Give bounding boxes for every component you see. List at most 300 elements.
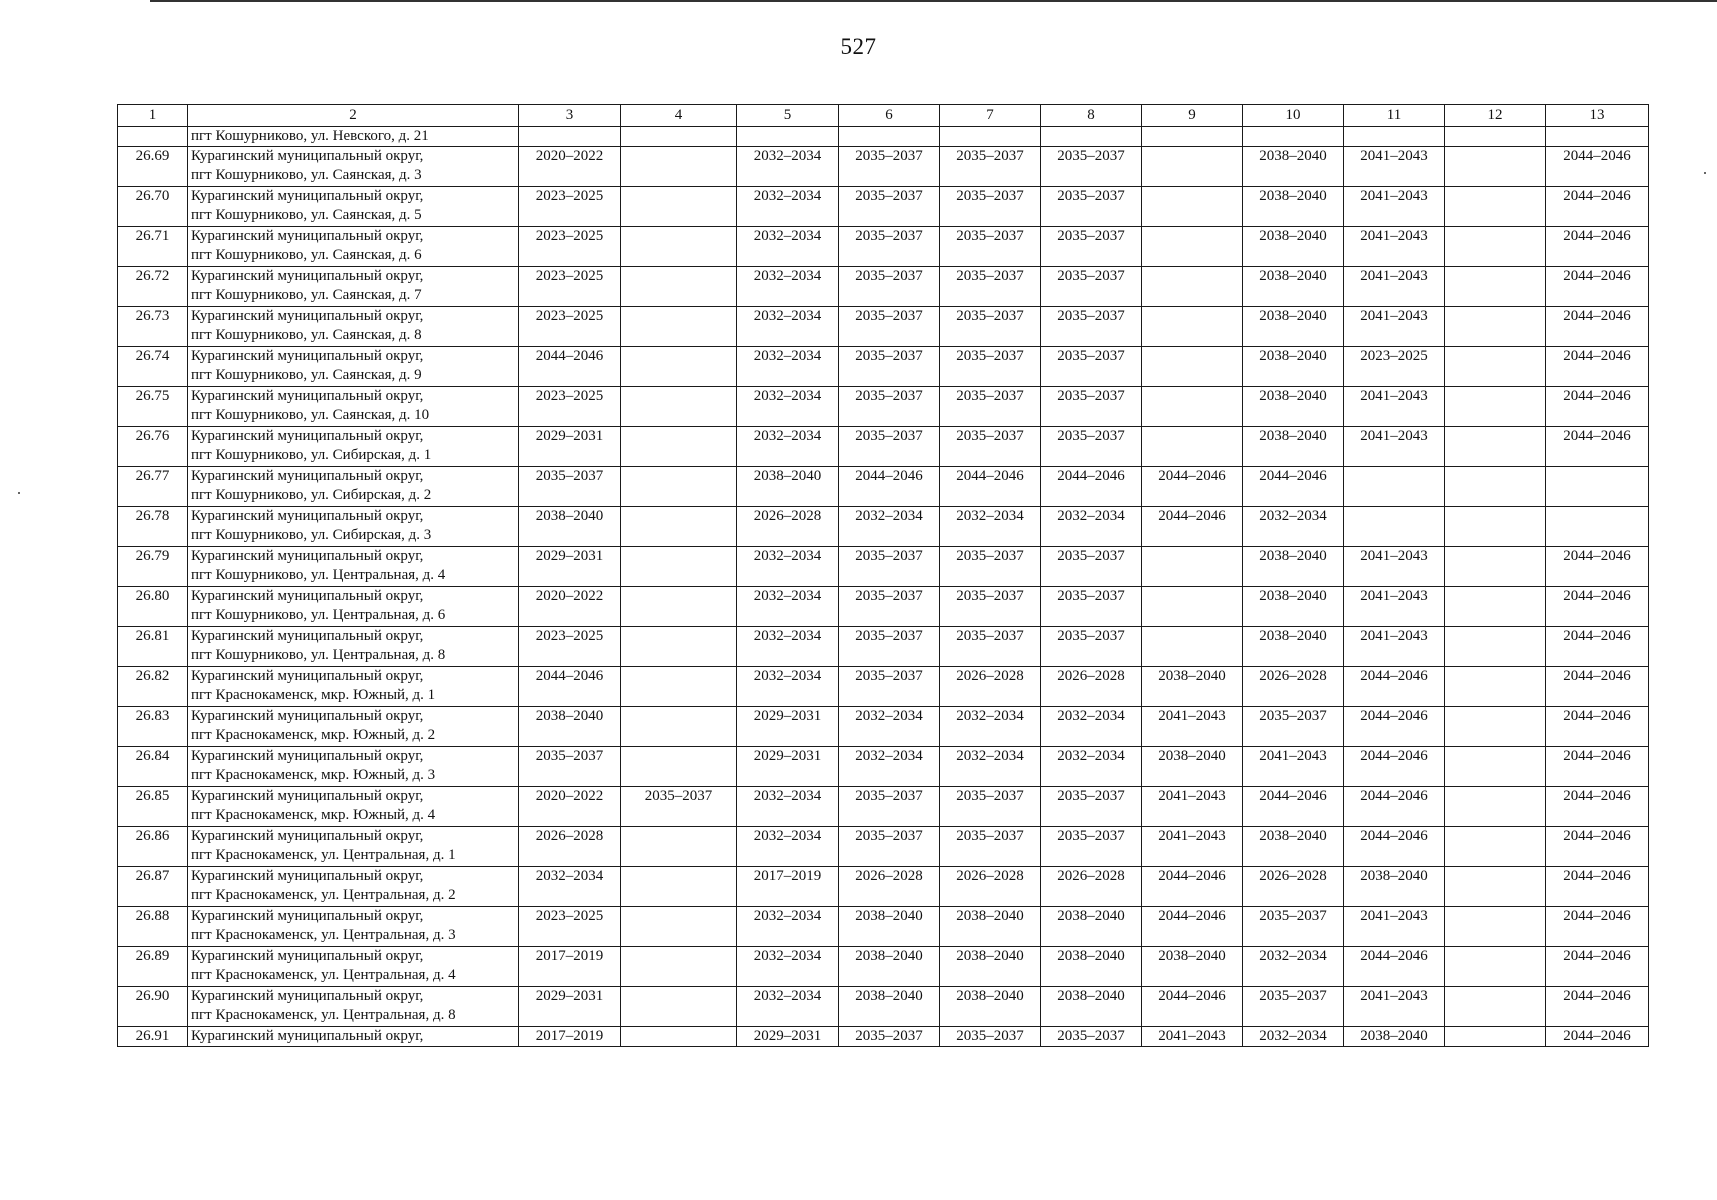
period-cell-col-8: 2035–2037: [1041, 307, 1142, 347]
period-cell-col-10: 2026–2028: [1243, 667, 1344, 707]
period-cell-col-9: 2041–2043: [1142, 1027, 1243, 1047]
period-cell-col-3: 2044–2046: [519, 347, 621, 387]
period-cell-col-10: 2032–2034: [1243, 947, 1344, 987]
period-cell-col-13: 2044–2046: [1546, 707, 1649, 747]
table-row: [118, 707, 1649, 747]
period-cell-col-10: 2038–2040: [1243, 267, 1344, 307]
period-cell-col-7: 2038–2040: [940, 987, 1041, 1027]
address-cell: [188, 547, 519, 587]
column-header-10: 10: [1243, 105, 1344, 127]
period-cell-col-7: 2032–2034: [940, 707, 1041, 747]
scan-top-edge: [150, 0, 1717, 2]
period-cell-col-8: 2035–2037: [1041, 427, 1142, 467]
address-cell: [188, 147, 519, 187]
period-cell-col-6: 2035–2037: [839, 387, 940, 427]
period-cell-col-12: [1445, 467, 1546, 507]
period-cell-col-4: [621, 667, 737, 707]
period-cell-col-9: 2038–2040: [1142, 947, 1243, 987]
period-cell-col-12: [1445, 707, 1546, 747]
address-cell: [188, 307, 519, 347]
address-line-street: пгт Краснокаменск, ул. Центральная, д. 1: [191, 847, 456, 863]
address-line-street: пгт Кошурниково, ул. Центральная, д. 4: [191, 567, 446, 583]
period-cell-col-11: 2041–2043: [1344, 187, 1445, 227]
period-cell-col-12: [1445, 827, 1546, 867]
period-cell-col-5: 2032–2034: [737, 587, 839, 627]
column-header-9: 9: [1142, 105, 1243, 127]
period-cell-col-4: [621, 507, 737, 547]
period-cell-col-8: 2032–2034: [1041, 507, 1142, 547]
period-cell-col-10: 2032–2034: [1243, 1027, 1344, 1047]
address-cell: [188, 747, 519, 787]
period-cell-col-10: [1243, 127, 1344, 147]
column-header-8: 8: [1041, 105, 1142, 127]
period-cell-col-5: 2032–2034: [737, 667, 839, 707]
row-number: 26.81: [118, 627, 188, 667]
period-cell-col-12: [1445, 507, 1546, 547]
address-line-municipality: Курагинский муниципальный округ,: [191, 348, 424, 364]
period-cell-col-12: [1445, 427, 1546, 467]
period-cell-col-7: 2038–2040: [940, 947, 1041, 987]
table-row: [118, 507, 1649, 547]
address-cell: [188, 267, 519, 307]
period-cell-col-10: 2038–2040: [1243, 227, 1344, 267]
address-line-municipality: Курагинский муниципальный округ,: [191, 308, 424, 324]
period-cell-col-3: 2023–2025: [519, 307, 621, 347]
period-cell-col-6: 2032–2034: [839, 747, 940, 787]
period-cell-col-5: 2038–2040: [737, 467, 839, 507]
column-header-5: 5: [737, 105, 839, 127]
period-cell-col-3: 2017–2019: [519, 1027, 621, 1047]
period-cell-col-4: [621, 427, 737, 467]
period-cell-col-4: [621, 907, 737, 947]
row-number: 26.78: [118, 507, 188, 547]
address-line-street: пгт Кошурниково, ул. Саянская, д. 8: [191, 327, 422, 343]
period-cell-col-6: 2035–2037: [839, 787, 940, 827]
period-cell-col-5: 2026–2028: [737, 507, 839, 547]
period-cell-col-9: 2041–2043: [1142, 827, 1243, 867]
table-row: [118, 987, 1649, 1027]
address-line-municipality: Курагинский муниципальный округ,: [191, 188, 424, 204]
period-cell-col-12: [1445, 227, 1546, 267]
period-cell-col-11: 2041–2043: [1344, 907, 1445, 947]
period-cell-col-7: 2035–2037: [940, 827, 1041, 867]
period-cell-col-6: 2035–2037: [839, 427, 940, 467]
period-cell-col-7: 2035–2037: [940, 147, 1041, 187]
table-row: [118, 127, 1649, 147]
period-cell-col-8: 2035–2037: [1041, 387, 1142, 427]
period-cell-col-11: 2023–2025: [1344, 347, 1445, 387]
period-cell-col-12: [1445, 587, 1546, 627]
table-row: [118, 547, 1649, 587]
period-cell-col-10: 2038–2040: [1243, 427, 1344, 467]
address-cell: [188, 627, 519, 667]
period-cell-col-3: 2038–2040: [519, 507, 621, 547]
address-line-street: пгт Краснокаменск, ул. Центральная, д. 2: [191, 887, 456, 903]
period-cell-col-3: 2023–2025: [519, 907, 621, 947]
period-cell-col-8: [1041, 127, 1142, 147]
period-cell-col-5: 2032–2034: [737, 547, 839, 587]
address-cell: [188, 387, 519, 427]
address-line-municipality: Курагинский муниципальный округ,: [191, 628, 424, 644]
period-cell-col-12: [1445, 307, 1546, 347]
period-cell-col-6: 2044–2046: [839, 467, 940, 507]
period-cell-col-6: [839, 127, 940, 147]
period-cell-col-7: 2035–2037: [940, 587, 1041, 627]
period-cell-col-5: 2032–2034: [737, 627, 839, 667]
table-row: [118, 267, 1649, 307]
table-row: [118, 827, 1649, 867]
period-cell-col-11: 2044–2046: [1344, 667, 1445, 707]
period-cell-col-3: 2023–2025: [519, 267, 621, 307]
address-line-street: пгт Кошурниково, ул. Центральная, д. 6: [191, 607, 446, 623]
column-header-4: 4: [621, 105, 737, 127]
period-cell-col-9: 2044–2046: [1142, 507, 1243, 547]
column-header-7: 7: [940, 105, 1041, 127]
period-cell-col-3: 2020–2022: [519, 587, 621, 627]
period-cell-col-5: 2032–2034: [737, 387, 839, 427]
period-cell-col-8: 2035–2037: [1041, 787, 1142, 827]
address-line-municipality: Курагинский муниципальный округ,: [191, 1028, 424, 1044]
scan-speck: [18, 492, 20, 494]
table-row: [118, 187, 1649, 227]
scan-speck: [1704, 172, 1706, 174]
period-cell-col-12: [1445, 267, 1546, 307]
address-line-municipality: Курагинский муниципальный округ,: [191, 788, 424, 804]
period-cell-col-11: 2041–2043: [1344, 387, 1445, 427]
period-cell-col-7: 2035–2037: [940, 1027, 1041, 1047]
column-header-12: 12: [1445, 105, 1546, 127]
address-cell: [188, 787, 519, 827]
address-cell: [188, 707, 519, 747]
period-cell-col-6: 2035–2037: [839, 827, 940, 867]
address-cell: [188, 1027, 519, 1047]
period-cell-col-8: 2038–2040: [1041, 907, 1142, 947]
address-line-municipality: Курагинский муниципальный округ,: [191, 908, 424, 924]
period-cell-col-13: 2044–2046: [1546, 667, 1649, 707]
period-cell-col-8: 2035–2037: [1041, 547, 1142, 587]
table-row: [118, 427, 1649, 467]
period-cell-col-11: 2041–2043: [1344, 587, 1445, 627]
period-cell-col-6: 2035–2037: [839, 307, 940, 347]
period-cell-col-4: [621, 147, 737, 187]
period-cell-col-3: 2023–2025: [519, 387, 621, 427]
column-header-11: 11: [1344, 105, 1445, 127]
period-cell-col-12: [1445, 127, 1546, 147]
period-cell-col-10: 2038–2040: [1243, 627, 1344, 667]
period-cell-col-3: 2023–2025: [519, 227, 621, 267]
table-row: [118, 227, 1649, 267]
address-line-street: пгт Кошурниково, ул. Сибирская, д. 3: [191, 527, 432, 543]
address-cell: [188, 347, 519, 387]
period-cell-col-12: [1445, 187, 1546, 227]
period-cell-col-13: 2044–2046: [1546, 747, 1649, 787]
period-cell-col-13: 2044–2046: [1546, 867, 1649, 907]
period-cell-col-11: 2041–2043: [1344, 427, 1445, 467]
table-row: [118, 907, 1649, 947]
address-cell: [188, 867, 519, 907]
address-line-municipality: Курагинский муниципальный округ,: [191, 468, 424, 484]
period-cell-col-12: [1445, 747, 1546, 787]
table-row: [118, 787, 1649, 827]
period-cell-col-13: 2044–2046: [1546, 827, 1649, 867]
address-line-municipality: пгт Кошурниково, ул. Невского, д. 21: [191, 128, 429, 144]
period-cell-col-4: [621, 867, 737, 907]
period-cell-col-6: 2035–2037: [839, 187, 940, 227]
period-cell-col-5: 2032–2034: [737, 907, 839, 947]
address-line-municipality: Курагинский муниципальный округ,: [191, 748, 424, 764]
period-cell-col-11: 2041–2043: [1344, 267, 1445, 307]
column-header-6: 6: [839, 105, 940, 127]
period-cell-col-11: [1344, 127, 1445, 147]
period-cell-col-10: 2038–2040: [1243, 827, 1344, 867]
period-cell-col-12: [1445, 1027, 1546, 1047]
period-cell-col-5: 2032–2034: [737, 947, 839, 987]
period-cell-col-4: [621, 267, 737, 307]
period-cell-col-3: 2017–2019: [519, 947, 621, 987]
period-cell-col-13: 2044–2046: [1546, 987, 1649, 1027]
table-row: [118, 667, 1649, 707]
column-header-3: 3: [519, 105, 621, 127]
period-cell-col-10: 2041–2043: [1243, 747, 1344, 787]
table-row: [118, 467, 1649, 507]
period-cell-col-9: [1142, 127, 1243, 147]
period-cell-col-13: [1546, 507, 1649, 547]
period-cell-col-9: [1142, 387, 1243, 427]
address-cell: [188, 587, 519, 627]
period-cell-col-10: 2038–2040: [1243, 587, 1344, 627]
period-cell-col-8: 2038–2040: [1041, 947, 1142, 987]
period-cell-col-4: 2035–2037: [621, 787, 737, 827]
period-cell-col-5: 2032–2034: [737, 227, 839, 267]
period-cell-col-11: 2041–2043: [1344, 227, 1445, 267]
period-cell-col-9: [1142, 627, 1243, 667]
period-cell-col-7: 2032–2034: [940, 507, 1041, 547]
period-cell-col-11: 2044–2046: [1344, 827, 1445, 867]
period-cell-col-5: 2032–2034: [737, 427, 839, 467]
table-row: [118, 747, 1649, 787]
period-cell-col-13: 2044–2046: [1546, 227, 1649, 267]
period-cell-col-10: 2035–2037: [1243, 907, 1344, 947]
address-line-street: пгт Кошурниково, ул. Саянская, д. 9: [191, 367, 422, 383]
table-row: [118, 347, 1649, 387]
table-row: [118, 147, 1649, 187]
period-cell-col-10: 2035–2037: [1243, 987, 1344, 1027]
row-number: 26.77: [118, 467, 188, 507]
period-cell-col-12: [1445, 387, 1546, 427]
period-cell-col-6: 2035–2037: [839, 227, 940, 267]
address-line-municipality: Курагинский муниципальный округ,: [191, 268, 424, 284]
period-cell-col-11: 2041–2043: [1344, 307, 1445, 347]
period-cell-col-3: 2020–2022: [519, 147, 621, 187]
period-cell-col-13: 2044–2046: [1546, 147, 1649, 187]
period-cell-col-3: [519, 127, 621, 147]
row-number: 26.75: [118, 387, 188, 427]
address-line-municipality: Курагинский муниципальный округ,: [191, 228, 424, 244]
period-cell-col-10: 2026–2028: [1243, 867, 1344, 907]
period-cell-col-11: 2044–2046: [1344, 947, 1445, 987]
period-cell-col-3: 2023–2025: [519, 187, 621, 227]
period-cell-col-12: [1445, 947, 1546, 987]
table-body: [118, 127, 1649, 1047]
address-line-street: пгт Кошурниково, ул. Сибирская, д. 2: [191, 487, 432, 503]
period-cell-col-11: 2038–2040: [1344, 867, 1445, 907]
period-cell-col-6: 2038–2040: [839, 947, 940, 987]
address-cell: [188, 187, 519, 227]
period-cell-col-8: 2026–2028: [1041, 867, 1142, 907]
period-cell-col-6: 2035–2037: [839, 347, 940, 387]
address-cell: [188, 667, 519, 707]
table-row: [118, 307, 1649, 347]
period-cell-col-8: 2035–2037: [1041, 587, 1142, 627]
page-number: 527: [840, 34, 877, 59]
period-cell-col-5: 2032–2034: [737, 347, 839, 387]
period-cell-col-6: 2035–2037: [839, 667, 940, 707]
address-line-street: пгт Кошурниково, ул. Саянская, д. 3: [191, 167, 422, 183]
period-cell-col-10: 2038–2040: [1243, 147, 1344, 187]
period-cell-col-4: [621, 347, 737, 387]
period-cell-col-3: 2029–2031: [519, 987, 621, 1027]
table-row: [118, 947, 1649, 987]
period-cell-col-12: [1445, 907, 1546, 947]
period-cell-col-5: 2017–2019: [737, 867, 839, 907]
row-number: 26.82: [118, 667, 188, 707]
period-cell-col-13: [1546, 127, 1649, 147]
period-cell-col-5: 2032–2034: [737, 827, 839, 867]
row-number: 26.84: [118, 747, 188, 787]
period-cell-col-12: [1445, 987, 1546, 1027]
column-header-1: 1: [118, 105, 188, 127]
period-cell-col-3: 2038–2040: [519, 707, 621, 747]
period-cell-col-3: 2032–2034: [519, 867, 621, 907]
period-cell-col-13: 2044–2046: [1546, 907, 1649, 947]
address-line-street: пгт Краснокаменск, ул. Центральная, д. 3: [191, 927, 456, 943]
period-cell-col-10: 2038–2040: [1243, 387, 1344, 427]
period-cell-col-8: 2026–2028: [1041, 667, 1142, 707]
address-line-street: пгт Кошурниково, ул. Саянская, д. 7: [191, 287, 422, 303]
period-cell-col-8: 2038–2040: [1041, 987, 1142, 1027]
period-cell-col-4: [621, 227, 737, 267]
period-cell-col-11: 2041–2043: [1344, 627, 1445, 667]
period-cell-col-9: 2044–2046: [1142, 987, 1243, 1027]
row-number: 26.73: [118, 307, 188, 347]
period-cell-col-5: 2032–2034: [737, 787, 839, 827]
period-cell-col-4: [621, 987, 737, 1027]
address-line-street: пгт Краснокаменск, мкр. Южный, д. 3: [191, 767, 436, 783]
period-cell-col-7: 2044–2046: [940, 467, 1041, 507]
address-line-municipality: Курагинский муниципальный округ,: [191, 948, 424, 964]
period-cell-col-9: 2038–2040: [1142, 667, 1243, 707]
period-cell-col-11: [1344, 507, 1445, 547]
period-cell-col-7: 2035–2037: [940, 307, 1041, 347]
period-cell-col-9: [1142, 307, 1243, 347]
address-line-street: пгт Кошурниково, ул. Центральная, д. 8: [191, 647, 446, 663]
period-cell-col-3: 2044–2046: [519, 667, 621, 707]
period-cell-col-13: 2044–2046: [1546, 347, 1649, 387]
period-cell-col-13: 2044–2046: [1546, 267, 1649, 307]
address-line-municipality: Курагинский муниципальный округ,: [191, 548, 424, 564]
address-cell: [188, 467, 519, 507]
period-cell-col-10: 2038–2040: [1243, 347, 1344, 387]
period-cell-col-6: 2038–2040: [839, 987, 940, 1027]
period-cell-col-3: 2035–2037: [519, 747, 621, 787]
row-number: 26.71: [118, 227, 188, 267]
period-cell-col-3: 2029–2031: [519, 427, 621, 467]
period-cell-col-7: 2035–2037: [940, 787, 1041, 827]
table-row: [118, 587, 1649, 627]
period-cell-col-4: [621, 827, 737, 867]
period-cell-col-13: 2044–2046: [1546, 307, 1649, 347]
period-cell-col-11: 2044–2046: [1344, 747, 1445, 787]
period-cell-col-12: [1445, 347, 1546, 387]
period-cell-col-7: 2035–2037: [940, 227, 1041, 267]
address-cell: [188, 507, 519, 547]
column-header-2: 2: [188, 105, 519, 127]
period-cell-col-7: 2035–2037: [940, 387, 1041, 427]
address-line-municipality: Курагинский муниципальный округ,: [191, 148, 424, 164]
period-cell-col-8: 2032–2034: [1041, 747, 1142, 787]
period-cell-col-4: [621, 587, 737, 627]
table-row: [118, 627, 1649, 667]
period-cell-col-6: 2038–2040: [839, 907, 940, 947]
period-cell-col-13: 2044–2046: [1546, 787, 1649, 827]
row-number: 26.76: [118, 427, 188, 467]
period-cell-col-10: 2038–2040: [1243, 187, 1344, 227]
period-cell-col-5: [737, 127, 839, 147]
period-cell-col-10: 2044–2046: [1243, 787, 1344, 827]
address-line-municipality: Курагинский муниципальный округ,: [191, 508, 424, 524]
period-cell-col-4: [621, 467, 737, 507]
period-cell-col-6: 2035–2037: [839, 547, 940, 587]
address-line-municipality: Курагинский муниципальный округ,: [191, 828, 424, 844]
address-line-street: пгт Краснокаменск, ул. Центральная, д. 8: [191, 1007, 456, 1023]
address-cell: [188, 127, 519, 147]
period-cell-col-12: [1445, 627, 1546, 667]
period-cell-col-6: 2035–2037: [839, 267, 940, 307]
period-cell-col-11: [1344, 467, 1445, 507]
address-line-municipality: Курагинский муниципальный округ,: [191, 428, 424, 444]
address-line-municipality: Курагинский муниципальный округ,: [191, 708, 424, 724]
address-cell: [188, 987, 519, 1027]
address-cell: [188, 827, 519, 867]
period-cell-col-10: 2035–2037: [1243, 707, 1344, 747]
row-number: 26.88: [118, 907, 188, 947]
period-cell-col-12: [1445, 867, 1546, 907]
period-cell-col-12: [1445, 547, 1546, 587]
period-cell-col-7: 2035–2037: [940, 347, 1041, 387]
period-cell-col-7: 2026–2028: [940, 867, 1041, 907]
period-cell-col-5: 2029–2031: [737, 747, 839, 787]
period-cell-col-5: 2032–2034: [737, 987, 839, 1027]
period-cell-col-7: 2026–2028: [940, 667, 1041, 707]
period-cell-col-5: 2032–2034: [737, 267, 839, 307]
period-cell-col-6: 2035–2037: [839, 147, 940, 187]
period-cell-col-8: 2035–2037: [1041, 347, 1142, 387]
period-cell-col-9: [1142, 547, 1243, 587]
period-cell-col-13: 2044–2046: [1546, 947, 1649, 987]
period-cell-col-10: 2044–2046: [1243, 467, 1344, 507]
row-number: 26.91: [118, 1027, 188, 1047]
period-cell-col-6: 2032–2034: [839, 507, 940, 547]
period-cell-col-11: 2038–2040: [1344, 1027, 1445, 1047]
period-cell-col-4: [621, 1027, 737, 1047]
period-cell-col-5: 2029–2031: [737, 707, 839, 747]
period-cell-col-4: [621, 947, 737, 987]
period-cell-col-8: 2035–2037: [1041, 187, 1142, 227]
period-cell-col-13: 2044–2046: [1546, 547, 1649, 587]
period-cell-col-12: [1445, 787, 1546, 827]
address-line-street: пгт Кошурниково, ул. Саянская, д. 5: [191, 207, 422, 223]
period-cell-col-11: 2041–2043: [1344, 147, 1445, 187]
